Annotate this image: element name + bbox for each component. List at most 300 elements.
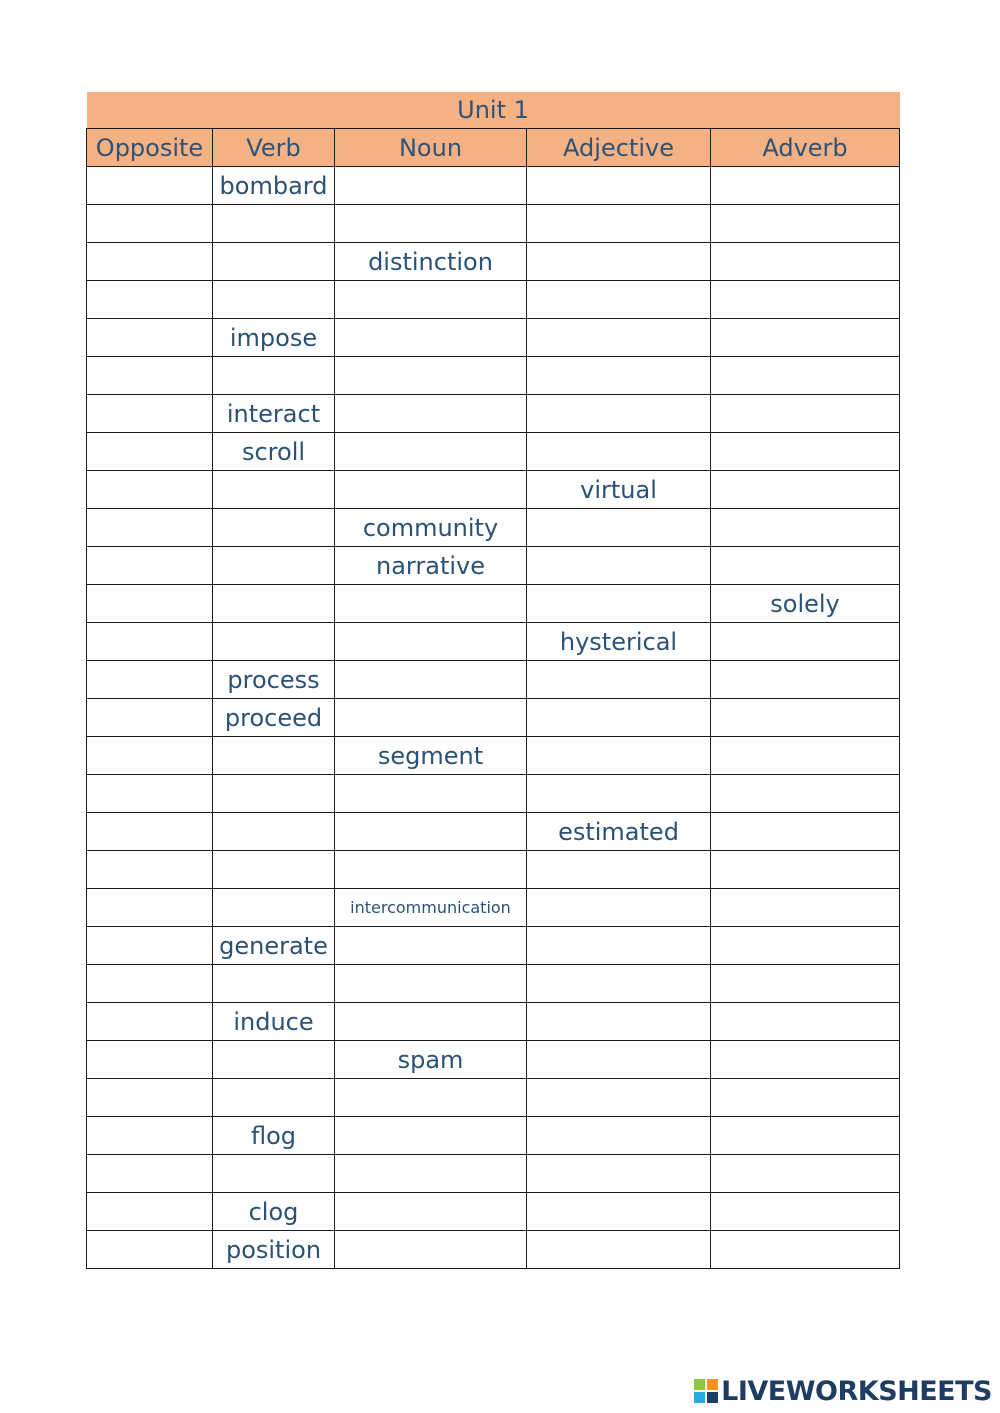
table-row — [87, 813, 900, 851]
answer-input-verb[interactable] — [213, 775, 334, 812]
header-adverb: Adverb — [711, 129, 900, 167]
answer-cell-opposite[interactable] — [87, 281, 213, 319]
given-word-noun: community — [335, 509, 527, 547]
answer-input-opposite[interactable] — [87, 623, 212, 660]
answer-input-adverb[interactable] — [711, 927, 899, 964]
header-adjective: Adjective — [527, 129, 711, 167]
answer-cell-noun[interactable] — [335, 623, 527, 661]
answer-input-noun[interactable] — [335, 965, 526, 1002]
answer-cell-opposite[interactable] — [87, 205, 213, 243]
answer-input-adjective[interactable] — [527, 585, 710, 622]
answer-input-adverb[interactable] — [711, 623, 899, 660]
given-word-adverb: solely — [711, 585, 900, 623]
answer-cell-noun[interactable] — [335, 927, 527, 965]
answer-input-noun[interactable] — [335, 585, 526, 622]
answer-input-noun[interactable] — [335, 851, 526, 888]
answer-cell-verb[interactable] — [213, 813, 335, 851]
answer-input-verb[interactable] — [213, 243, 334, 280]
answer-cell-adjective[interactable] — [527, 433, 711, 471]
answer-cell-adverb[interactable] — [711, 623, 900, 661]
answer-input-adjective[interactable] — [527, 433, 710, 470]
answer-cell-adverb[interactable] — [711, 471, 900, 509]
answer-cell-opposite[interactable] — [87, 395, 213, 433]
answer-input-opposite[interactable] — [87, 775, 212, 812]
answer-cell-opposite[interactable] — [87, 1155, 213, 1193]
answer-cell-opposite[interactable] — [87, 1079, 213, 1117]
answer-cell-verb[interactable] — [213, 585, 335, 623]
given-word-noun: distinction — [335, 243, 527, 281]
answer-cell-adjective[interactable] — [527, 851, 711, 889]
answer-cell-adjective[interactable] — [527, 661, 711, 699]
answer-input-opposite[interactable] — [87, 243, 212, 280]
answer-cell-opposite[interactable] — [87, 661, 213, 699]
answer-input-opposite[interactable] — [87, 1041, 212, 1078]
table-row — [87, 699, 900, 737]
answer-input-noun[interactable] — [335, 281, 526, 318]
answer-input-opposite[interactable] — [87, 471, 212, 508]
answer-input-adjective[interactable] — [527, 851, 710, 888]
given-word-noun: narrative — [335, 547, 527, 585]
answer-cell-opposite[interactable] — [87, 889, 213, 927]
table-row — [87, 1003, 900, 1041]
answer-cell-verb[interactable] — [213, 357, 335, 395]
answer-input-opposite[interactable] — [87, 1003, 212, 1040]
table-row — [87, 205, 900, 243]
answer-input-adverb[interactable] — [711, 813, 899, 850]
answer-cell-opposite[interactable] — [87, 1117, 213, 1155]
answer-cell-opposite[interactable] — [87, 1231, 213, 1269]
answer-input-verb[interactable] — [213, 585, 334, 622]
answer-input-adverb[interactable] — [711, 1003, 899, 1040]
table-row — [87, 547, 900, 585]
table-row — [87, 243, 900, 281]
answer-input-opposite[interactable] — [87, 927, 212, 964]
table-row — [87, 319, 900, 357]
answer-cell-noun[interactable] — [335, 433, 527, 471]
answer-input-adjective[interactable] — [527, 547, 710, 584]
answer-cell-verb[interactable] — [213, 281, 335, 319]
answer-cell-noun[interactable] — [335, 281, 527, 319]
answer-input-adjective[interactable] — [527, 281, 710, 318]
answer-input-noun[interactable] — [335, 699, 526, 736]
answer-input-noun[interactable] — [335, 661, 526, 698]
vocabulary-table — [86, 92, 900, 1269]
answer-cell-adjective[interactable] — [527, 205, 711, 243]
answer-input-noun[interactable] — [335, 205, 526, 242]
answer-cell-noun[interactable] — [335, 1117, 527, 1155]
table-row — [87, 1155, 900, 1193]
answer-input-opposite[interactable] — [87, 585, 212, 622]
answer-input-opposite[interactable] — [87, 1193, 212, 1230]
answer-cell-verb[interactable] — [213, 623, 335, 661]
answer-cell-adverb[interactable] — [711, 433, 900, 471]
answer-cell-adjective[interactable] — [527, 167, 711, 205]
answer-cell-adjective[interactable] — [527, 775, 711, 813]
answer-cell-noun[interactable] — [335, 699, 527, 737]
answer-cell-adverb[interactable] — [711, 737, 900, 775]
answer-input-adjective[interactable] — [527, 1003, 710, 1040]
answer-input-verb[interactable] — [213, 1079, 334, 1116]
answer-input-opposite[interactable] — [87, 851, 212, 888]
answer-cell-noun[interactable] — [335, 205, 527, 243]
answer-input-verb[interactable] — [213, 1041, 334, 1078]
answer-input-adverb[interactable] — [711, 395, 899, 432]
given-word-verb: clog — [213, 1193, 335, 1231]
answer-cell-verb[interactable] — [213, 471, 335, 509]
answer-cell-opposite[interactable] — [87, 509, 213, 547]
answer-cell-noun[interactable] — [335, 319, 527, 357]
answer-input-verb[interactable] — [213, 737, 334, 774]
answer-cell-adverb[interactable] — [711, 813, 900, 851]
answer-cell-noun[interactable] — [335, 1155, 527, 1193]
answer-input-noun[interactable] — [335, 395, 526, 432]
answer-input-verb[interactable] — [213, 471, 334, 508]
answer-input-adjective[interactable] — [527, 661, 710, 698]
answer-cell-adjective[interactable] — [527, 243, 711, 281]
answer-input-opposite[interactable] — [87, 1155, 212, 1192]
answer-input-verb[interactable] — [213, 889, 334, 926]
given-word-noun: spam — [335, 1041, 527, 1079]
answer-cell-verb[interactable] — [213, 243, 335, 281]
answer-cell-adverb[interactable] — [711, 1041, 900, 1079]
answer-cell-opposite[interactable] — [87, 1003, 213, 1041]
answer-input-verb[interactable] — [213, 509, 334, 546]
answer-input-noun[interactable] — [335, 1193, 526, 1230]
answer-input-adverb[interactable] — [711, 357, 899, 394]
answer-input-adverb[interactable] — [711, 889, 899, 926]
answer-cell-adverb[interactable] — [711, 1193, 900, 1231]
answer-input-adjective[interactable] — [527, 1155, 710, 1192]
answer-cell-adverb[interactable] — [711, 357, 900, 395]
answer-input-adverb[interactable] — [711, 661, 899, 698]
answer-cell-noun[interactable] — [335, 585, 527, 623]
answer-input-adjective[interactable] — [527, 357, 710, 394]
answer-input-adverb[interactable] — [711, 205, 899, 242]
answer-input-opposite[interactable] — [87, 1117, 212, 1154]
answer-cell-adverb[interactable] — [711, 547, 900, 585]
answer-cell-adjective[interactable] — [527, 1193, 711, 1231]
table-row — [87, 433, 900, 471]
answer-cell-noun[interactable] — [335, 851, 527, 889]
answer-cell-noun[interactable] — [335, 775, 527, 813]
answer-input-adverb[interactable] — [711, 243, 899, 280]
table-row — [87, 281, 900, 319]
answer-cell-noun[interactable] — [335, 813, 527, 851]
answer-cell-adverb[interactable] — [711, 167, 900, 205]
answer-cell-adjective[interactable] — [527, 1117, 711, 1155]
answer-cell-adverb[interactable] — [711, 395, 900, 433]
answer-cell-opposite[interactable] — [87, 1041, 213, 1079]
answer-cell-adjective[interactable] — [527, 1079, 711, 1117]
answer-input-adverb[interactable] — [711, 1079, 899, 1116]
header-verb: Verb — [213, 129, 335, 167]
answer-cell-adjective[interactable] — [527, 1231, 711, 1269]
answer-cell-adverb[interactable] — [711, 699, 900, 737]
answer-cell-adverb[interactable] — [711, 205, 900, 243]
given-word-verb: impose — [213, 319, 335, 357]
given-word-verb: process — [213, 661, 335, 699]
answer-input-opposite[interactable] — [87, 661, 212, 698]
answer-cell-noun[interactable] — [335, 965, 527, 1003]
answer-cell-verb[interactable] — [213, 1079, 335, 1117]
table-row — [87, 395, 900, 433]
given-word-verb: induce — [213, 1003, 335, 1041]
answer-input-adverb[interactable] — [711, 737, 899, 774]
answer-cell-adverb[interactable] — [711, 1079, 900, 1117]
answer-cell-adverb[interactable] — [711, 243, 900, 281]
answer-cell-adjective[interactable] — [527, 927, 711, 965]
answer-cell-adjective[interactable] — [527, 889, 711, 927]
answer-cell-adverb[interactable] — [711, 1155, 900, 1193]
answer-cell-adverb[interactable] — [711, 851, 900, 889]
answer-input-noun[interactable] — [335, 357, 526, 394]
answer-input-adverb[interactable] — [711, 547, 899, 584]
answer-input-noun[interactable] — [335, 1231, 526, 1268]
table-row — [87, 1231, 900, 1269]
given-word-verb: scroll — [213, 433, 335, 471]
answer-input-opposite[interactable] — [87, 965, 212, 1002]
answer-input-opposite[interactable] — [87, 357, 212, 394]
answer-cell-opposite[interactable] — [87, 585, 213, 623]
answer-cell-adverb[interactable] — [711, 775, 900, 813]
answer-input-noun[interactable] — [335, 319, 526, 356]
answer-cell-adjective[interactable] — [527, 585, 711, 623]
answer-cell-adjective[interactable] — [527, 1041, 711, 1079]
answer-input-opposite[interactable] — [87, 1231, 212, 1268]
answer-cell-noun[interactable] — [335, 357, 527, 395]
answer-input-verb[interactable] — [213, 357, 334, 394]
table-row — [87, 851, 900, 889]
answer-input-adjective[interactable] — [527, 243, 710, 280]
answer-cell-noun[interactable] — [335, 1193, 527, 1231]
answer-cell-verb[interactable] — [213, 775, 335, 813]
answer-cell-noun[interactable] — [335, 1231, 527, 1269]
answer-cell-adverb[interactable] — [711, 661, 900, 699]
answer-input-adverb[interactable] — [711, 1155, 899, 1192]
answer-cell-opposite[interactable] — [87, 623, 213, 661]
answer-input-noun[interactable] — [335, 433, 526, 470]
answer-cell-adverb[interactable] — [711, 965, 900, 1003]
given-word-verb: bombard — [213, 167, 335, 205]
header-row — [87, 129, 900, 167]
answer-cell-noun[interactable] — [335, 661, 527, 699]
answer-cell-opposite[interactable] — [87, 1193, 213, 1231]
answer-input-adjective[interactable] — [527, 889, 710, 926]
answer-input-verb[interactable] — [213, 965, 334, 1002]
answer-input-opposite[interactable] — [87, 509, 212, 546]
answer-cell-opposite[interactable] — [87, 433, 213, 471]
given-word-verb: interact — [213, 395, 335, 433]
answer-cell-verb[interactable] — [213, 1155, 335, 1193]
answer-input-opposite[interactable] — [87, 889, 212, 926]
answer-input-adjective[interactable] — [527, 965, 710, 1002]
answer-input-adverb[interactable] — [711, 509, 899, 546]
answer-cell-opposite[interactable] — [87, 243, 213, 281]
answer-cell-adverb[interactable] — [711, 319, 900, 357]
answer-cell-adjective[interactable] — [527, 319, 711, 357]
answer-cell-adverb[interactable] — [711, 281, 900, 319]
answer-input-adjective[interactable] — [527, 395, 710, 432]
answer-cell-adjective[interactable] — [527, 281, 711, 319]
answer-input-adjective[interactable] — [527, 1231, 710, 1268]
table-row — [87, 661, 900, 699]
answer-input-opposite[interactable] — [87, 699, 212, 736]
answer-input-opposite[interactable] — [87, 319, 212, 356]
header-noun: Noun — [335, 129, 527, 167]
answer-input-adjective[interactable] — [527, 1079, 710, 1116]
answer-input-adjective[interactable] — [527, 1193, 710, 1230]
answer-input-verb[interactable] — [213, 205, 334, 242]
table-row — [87, 509, 900, 547]
answer-cell-adjective[interactable] — [527, 395, 711, 433]
answer-input-adjective[interactable] — [527, 1041, 710, 1078]
answer-cell-adjective[interactable] — [527, 1003, 711, 1041]
answer-input-adverb[interactable] — [711, 433, 899, 470]
answer-cell-verb[interactable] — [213, 547, 335, 585]
answer-input-adjective[interactable] — [527, 319, 710, 356]
answer-cell-opposite[interactable] — [87, 927, 213, 965]
answer-cell-adjective[interactable] — [527, 737, 711, 775]
answer-cell-opposite[interactable] — [87, 737, 213, 775]
answer-input-noun[interactable] — [335, 1003, 526, 1040]
answer-input-adverb[interactable] — [711, 1193, 899, 1230]
answer-cell-opposite[interactable] — [87, 167, 213, 205]
answer-input-adverb[interactable] — [711, 167, 899, 204]
answer-cell-opposite[interactable] — [87, 471, 213, 509]
answer-input-opposite[interactable] — [87, 1079, 212, 1116]
table-row — [87, 889, 900, 927]
answer-input-opposite[interactable] — [87, 205, 212, 242]
answer-cell-adjective[interactable] — [527, 1155, 711, 1193]
answer-input-noun[interactable] — [335, 167, 526, 204]
answer-input-adjective[interactable] — [527, 509, 710, 546]
answer-input-adverb[interactable] — [711, 471, 899, 508]
answer-cell-verb[interactable] — [213, 509, 335, 547]
answer-cell-verb[interactable] — [213, 205, 335, 243]
answer-cell-noun[interactable] — [335, 167, 527, 205]
answer-input-adverb[interactable] — [711, 699, 899, 736]
answer-cell-adverb[interactable] — [711, 927, 900, 965]
answer-cell-verb[interactable] — [213, 889, 335, 927]
table-row — [87, 167, 900, 205]
answer-input-noun[interactable] — [335, 1079, 526, 1116]
answer-cell-opposite[interactable] — [87, 699, 213, 737]
answer-input-adverb[interactable] — [711, 1041, 899, 1078]
answer-input-noun[interactable] — [335, 813, 526, 850]
answer-input-noun[interactable] — [335, 775, 526, 812]
answer-input-noun[interactable] — [335, 1117, 526, 1154]
answer-cell-adjective[interactable] — [527, 965, 711, 1003]
table-row — [87, 1041, 900, 1079]
header-opposite: Opposite — [87, 129, 213, 167]
answer-input-adverb[interactable] — [711, 1117, 899, 1154]
table-row — [87, 1079, 900, 1117]
given-word-verb: position — [213, 1231, 335, 1269]
answer-input-verb[interactable] — [213, 547, 334, 584]
answer-input-adjective[interactable] — [527, 1117, 710, 1154]
answer-input-opposite[interactable] — [87, 547, 212, 584]
answer-cell-adverb[interactable] — [711, 1231, 900, 1269]
given-word-verb: flog — [213, 1117, 335, 1155]
answer-input-adverb[interactable] — [711, 965, 899, 1002]
answer-input-adverb[interactable] — [711, 851, 899, 888]
answer-cell-adverb[interactable] — [711, 509, 900, 547]
answer-input-verb[interactable] — [213, 813, 334, 850]
answer-input-opposite[interactable] — [87, 395, 212, 432]
given-word-noun: intercommunication — [335, 889, 527, 927]
answer-input-verb[interactable] — [213, 623, 334, 660]
table-row — [87, 927, 900, 965]
answer-input-adjective[interactable] — [527, 775, 710, 812]
given-word-adjective: hysterical — [527, 623, 711, 661]
answer-input-opposite[interactable] — [87, 813, 212, 850]
answer-cell-adverb[interactable] — [711, 889, 900, 927]
answer-cell-noun[interactable] — [335, 1003, 527, 1041]
answer-cell-adjective[interactable] — [527, 699, 711, 737]
table-row — [87, 471, 900, 509]
answer-input-verb[interactable] — [213, 851, 334, 888]
table-row — [87, 1117, 900, 1155]
answer-cell-verb[interactable] — [213, 1041, 335, 1079]
answer-cell-adjective[interactable] — [527, 357, 711, 395]
answer-input-adverb[interactable] — [711, 281, 899, 318]
answer-input-noun[interactable] — [335, 623, 526, 660]
answer-cell-opposite[interactable] — [87, 319, 213, 357]
answer-cell-opposite[interactable] — [87, 357, 213, 395]
answer-cell-verb[interactable] — [213, 737, 335, 775]
answer-input-adjective[interactable] — [527, 167, 710, 204]
liveworksheets-brand — [694, 1373, 992, 1409]
answer-cell-noun[interactable] — [335, 1079, 527, 1117]
answer-input-adverb[interactable] — [711, 319, 899, 356]
answer-input-verb[interactable] — [213, 281, 334, 318]
answer-input-opposite[interactable] — [87, 433, 212, 470]
answer-input-adverb[interactable] — [711, 775, 899, 812]
answer-input-adjective[interactable] — [527, 699, 710, 736]
answer-cell-adverb[interactable] — [711, 1117, 900, 1155]
answer-input-opposite[interactable] — [87, 281, 212, 318]
table-row — [87, 357, 900, 395]
answer-cell-verb[interactable] — [213, 965, 335, 1003]
answer-input-noun[interactable] — [335, 927, 526, 964]
answer-cell-adjective[interactable] — [527, 509, 711, 547]
table-title: Unit 1 — [87, 92, 900, 129]
answer-input-noun[interactable] — [335, 471, 526, 508]
answer-input-adjective[interactable] — [527, 927, 710, 964]
brand-name: LIVEWORKSHEETS — [721, 1375, 992, 1407]
title-row — [87, 92, 900, 129]
answer-cell-opposite[interactable] — [87, 965, 213, 1003]
answer-input-verb[interactable] — [213, 1155, 334, 1192]
answer-cell-adjective[interactable] — [527, 547, 711, 585]
answer-cell-adverb[interactable] — [711, 1003, 900, 1041]
answer-cell-opposite[interactable] — [87, 813, 213, 851]
given-word-adjective: virtual — [527, 471, 711, 509]
answer-input-opposite[interactable] — [87, 167, 212, 204]
answer-input-adjective[interactable] — [527, 205, 710, 242]
answer-cell-opposite[interactable] — [87, 851, 213, 889]
answer-input-noun[interactable] — [335, 1155, 526, 1192]
answer-cell-noun[interactable] — [335, 395, 527, 433]
answer-cell-opposite[interactable] — [87, 775, 213, 813]
answer-cell-noun[interactable] — [335, 471, 527, 509]
answer-input-adjective[interactable] — [527, 737, 710, 774]
answer-cell-verb[interactable] — [213, 851, 335, 889]
given-word-adjective: estimated — [527, 813, 711, 851]
answer-input-adverb[interactable] — [711, 1231, 899, 1268]
answer-cell-opposite[interactable] — [87, 547, 213, 585]
answer-input-opposite[interactable] — [87, 737, 212, 774]
